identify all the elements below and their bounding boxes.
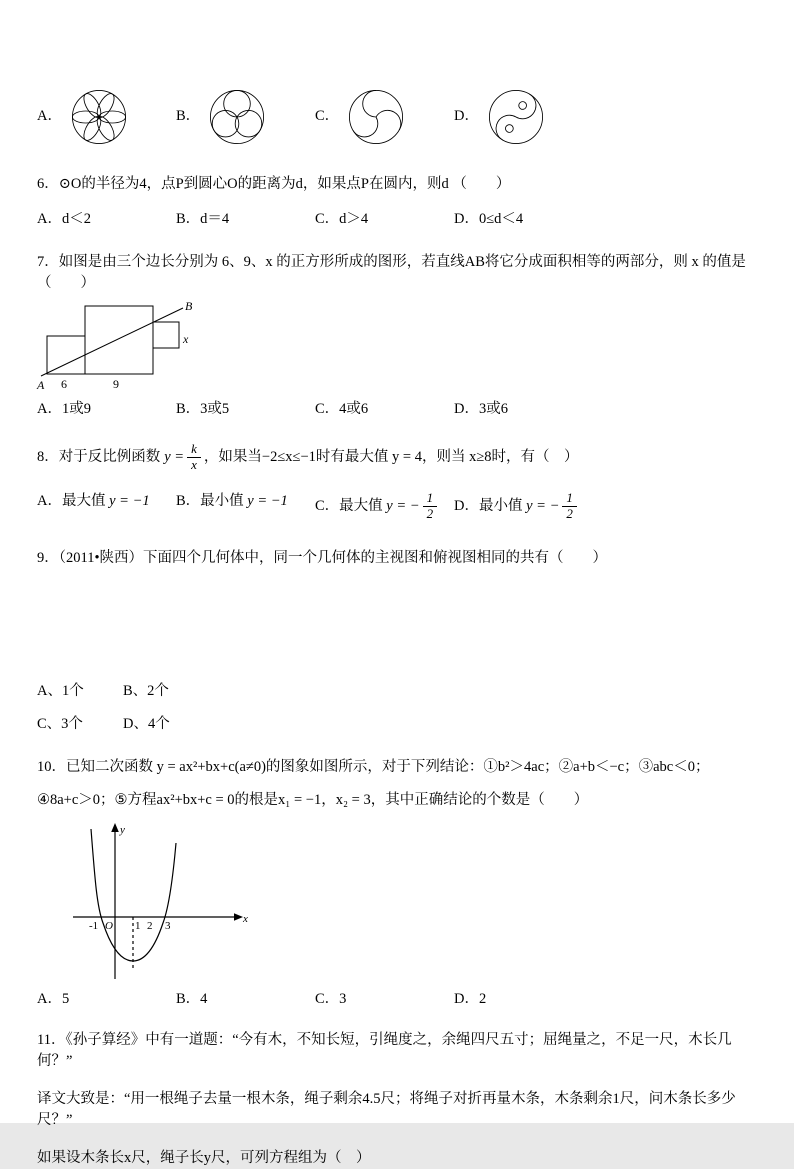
question-11-line1: 11．《孙子算经》中有一道题：“今有木，不知长短，引绳度之，余绳四尺五寸；屈绳量之，不足一尺，木长几何？” xyxy=(37,1031,732,1069)
question-8-option-a: A．最大值 y = −1 xyxy=(37,492,150,509)
tick-minus1: -1 xyxy=(89,919,99,932)
question-7-stem: 7．如图是由三个边长分别为 6、9、x 的正方形所成的图形，若直线AB将它分成面积相等的两部分，则 x 的值是（ ） xyxy=(37,254,746,292)
origin-label: O xyxy=(105,919,113,932)
question5-figure-options xyxy=(37,86,758,148)
tick-2: 2 xyxy=(147,919,153,932)
question-8-option-d: D．最小值 y = − $\frac{1}{2}$ xyxy=(454,491,593,522)
question-7-option-b: B．3或5 xyxy=(176,401,230,418)
question-8-option-b: B．最小值 y = −1 xyxy=(176,492,288,509)
question-9-options-row1 xyxy=(37,681,758,702)
fraction-numerator: k xyxy=(187,442,201,458)
figure-label-6: 6 xyxy=(61,377,67,392)
question-8-option-c: C．最大值 y = − $\frac{1}{2}$ xyxy=(315,491,454,522)
question-9-figure-placeholder xyxy=(37,569,758,681)
question-10-option-a: A．5 xyxy=(37,990,70,1007)
figure-option-b xyxy=(176,87,315,147)
option-a-label: A． xyxy=(37,108,62,125)
question-6-option-d: D．0≤d＜4 xyxy=(454,211,524,228)
fraction-denominator: x xyxy=(191,457,197,473)
axis-label-y: y xyxy=(120,823,125,836)
question-9-options-row2 xyxy=(37,714,758,735)
figure-label-A: A xyxy=(37,378,45,393)
figure-option-a xyxy=(37,87,176,147)
question-11-line2: 译文大致是：“用一根绳子去量一根木条，绳子剩余4.5尺；将绳子对折再量木条，木条剩余1尺，问木条长多少尺？” xyxy=(37,1090,736,1128)
option-d-fraction: $\frac{1}{2}$ xyxy=(562,491,577,522)
question-9-stem: 9．（2011•陕西）下面四个几何体中，同一个几何体的主视图和俯视图相同的共有（ ） xyxy=(37,549,608,566)
parabola-graph xyxy=(63,817,253,985)
question-10-stem-line1: 10．已知二次函数 y = ax²+bx+c(a≠0)的图象如图所示，对于下列结论：①b²＞4ac；②a+b＜−c；③abc＜0； xyxy=(37,758,710,775)
question-7-figure xyxy=(37,296,758,393)
figure-label-x: x xyxy=(183,332,189,347)
question-6-options xyxy=(37,209,758,230)
question-10-figure xyxy=(63,817,758,985)
tick-3: 3 xyxy=(165,919,171,932)
figure-label-B: B xyxy=(185,299,193,314)
x-axis-arrow xyxy=(234,913,243,921)
option-b-label: B． xyxy=(176,108,201,125)
option-d-label: D． xyxy=(454,108,479,125)
question-9-option-b: B、2个 xyxy=(123,682,169,699)
question-10-option-d: D．2 xyxy=(454,990,487,1007)
question-9-option-a: A、1个 xyxy=(37,682,84,699)
triple-swirl-icon xyxy=(346,87,406,147)
question-7-option-d: D．3或6 xyxy=(454,401,508,418)
question-10-stem-line2: ④8a+c＞0；⑤方程ax²+bx+c = 0的根是x₁ = −1，x₂ = 3，其中正确结论的个数是（ ） xyxy=(37,791,589,808)
question-8-stem xyxy=(37,442,758,473)
question-6-option-b: B．d＝4 xyxy=(176,211,230,228)
trefoil-circles-icon xyxy=(207,87,267,147)
question-9-option-c: C、3个 xyxy=(37,715,83,732)
question-6-stem: 6．⊙O的半径为4，点P到圆心O的距离为d，如果点P在圆内，则d （ ） xyxy=(37,176,511,192)
yin-yang-icon xyxy=(486,87,546,147)
question-7-options xyxy=(37,399,758,420)
question-9-option-d: D、4个 xyxy=(123,715,170,732)
question-8-options xyxy=(37,491,758,522)
question-8-fraction xyxy=(187,442,201,473)
question-6-option-c: C．d＞4 xyxy=(315,211,369,228)
question-10-option-c: C．3 xyxy=(315,990,347,1007)
option-c-label: C． xyxy=(315,108,340,125)
question-7-option-c: C．4或6 xyxy=(315,401,369,418)
figure-label-9: 9 xyxy=(113,377,119,392)
axis-label-x: x xyxy=(243,912,248,925)
question-8-suffix: ，如果当−2≤x≤−1时有最大值 y = 4，则当 x≥8时，有（ ） xyxy=(203,449,579,465)
question-10-option-b: B．4 xyxy=(176,990,208,1007)
question-7-option-a: A．1或9 xyxy=(37,401,91,418)
question-8-equation-lhs: y = xyxy=(164,449,185,465)
question-11-line3: 如果设木条长x尺，绳子长y尺，可列方程组为（ ） xyxy=(37,1149,371,1166)
flower-pattern-icon xyxy=(69,87,129,147)
tick-1: 1 xyxy=(135,919,141,932)
option-c-fraction: $\frac{1}{2}$ xyxy=(423,491,438,522)
figure-option-c xyxy=(315,87,454,147)
question-8-prefix: 8．对于反比例函数 xyxy=(37,449,161,465)
three-squares-diagram xyxy=(37,296,242,393)
figure-option-d xyxy=(454,87,593,147)
y-axis-arrow xyxy=(111,823,119,832)
question-6-option-a: A．d＜2 xyxy=(37,211,91,228)
question-10-options xyxy=(37,989,758,1010)
